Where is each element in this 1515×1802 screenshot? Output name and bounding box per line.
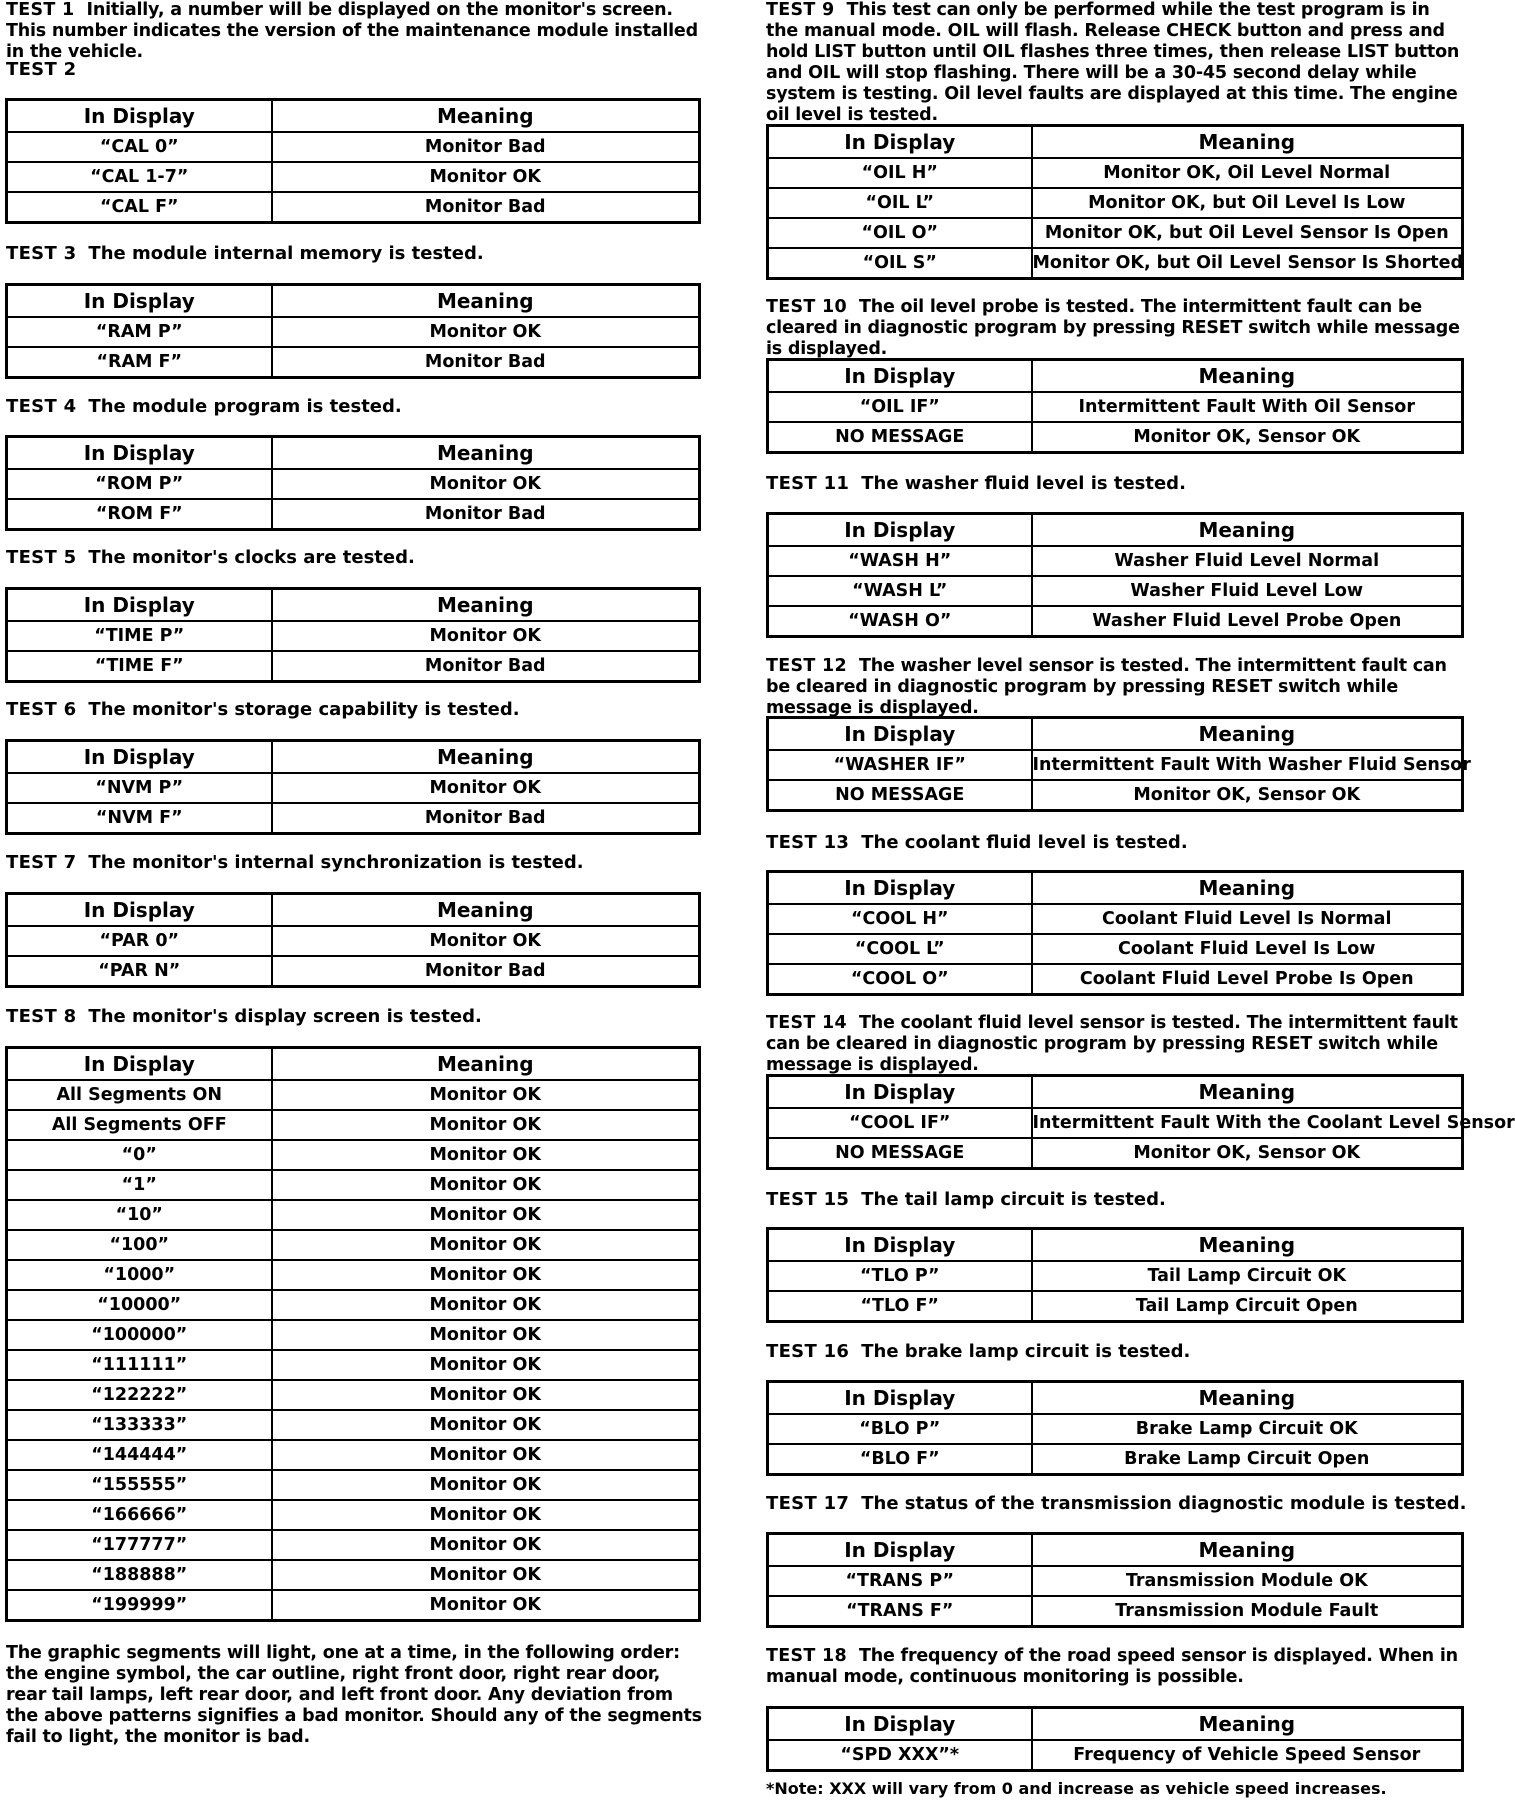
table-row — [7, 347, 700, 378]
test4-heading: TEST 4 The module program is tested. — [6, 396, 402, 417]
meaning-cell: Monitor Bad — [272, 956, 700, 987]
test12-table — [766, 716, 1471, 812]
header-in-display: In Display — [7, 1048, 272, 1081]
table-row — [7, 651, 700, 682]
header-meaning: Meaning — [272, 437, 700, 470]
header-in-display: In Display — [7, 100, 272, 133]
display-cell: “WASH H” — [768, 546, 1032, 576]
header-in-display: In Display — [768, 514, 1032, 547]
test2-heading: TEST 2 — [6, 59, 77, 80]
table-row — [768, 750, 1463, 780]
table-row — [7, 1530, 700, 1560]
table-row — [768, 1414, 1463, 1444]
table-row — [7, 1380, 700, 1410]
table-row — [7, 499, 700, 530]
meaning-cell: Monitor OK — [272, 1410, 700, 1440]
display-cell: All Segments ON — [7, 1080, 272, 1110]
display-cell: All Segments OFF — [7, 1110, 272, 1140]
meaning-cell: Monitor OK — [272, 1200, 700, 1230]
table-row — [7, 1140, 700, 1170]
table-row — [768, 1740, 1463, 1771]
display-cell: “122222” — [7, 1380, 272, 1410]
display-cell: “OIL L” — [768, 188, 1032, 218]
meaning-cell: Monitor OK — [272, 926, 700, 956]
display-cell: “CAL F” — [7, 192, 272, 223]
test4-table — [5, 435, 701, 531]
table-row — [768, 1596, 1463, 1627]
display-cell: “177777” — [7, 1530, 272, 1560]
display-cell: “NVM P” — [7, 773, 272, 803]
display-cell: “PAR N” — [7, 956, 272, 987]
display-cell: “111111” — [7, 1350, 272, 1380]
header-meaning: Meaning — [272, 100, 700, 133]
meaning-cell: Monitor OK, Sensor OK — [1032, 780, 1463, 811]
display-cell: “1” — [7, 1170, 272, 1200]
header-in-display: In Display — [768, 360, 1032, 393]
meaning-cell: Monitor OK — [272, 1140, 700, 1170]
meaning-cell: Monitor OK — [272, 1110, 700, 1140]
header-in-display: In Display — [7, 741, 272, 774]
meaning-cell: Tail Lamp Circuit Open — [1032, 1291, 1463, 1322]
meaning-cell: Monitor OK — [272, 1320, 700, 1350]
meaning-cell: Monitor OK, but Oil Level Sensor Is Shorted — [1032, 248, 1463, 279]
header-in-display: In Display — [768, 126, 1032, 159]
test8-table — [5, 1046, 701, 1622]
display-cell: “TIME F” — [7, 651, 272, 682]
test18-paragraph: TEST 18 The frequency of the road speed sensor is displayed. When in manual mode, continuous monitoring is possible. — [766, 1646, 1458, 1687]
header-meaning: Meaning — [272, 894, 700, 927]
table-row — [7, 803, 700, 834]
table-row — [7, 1080, 700, 1110]
header-meaning: Meaning — [272, 589, 700, 622]
table-row — [7, 317, 700, 347]
header-meaning: Meaning — [1032, 1534, 1463, 1567]
meaning-cell: Intermittent Fault With Washer Fluid Sensor — [1032, 750, 1463, 780]
table-row — [7, 1200, 700, 1230]
display-cell: “0” — [7, 1140, 272, 1170]
header-meaning: Meaning — [272, 741, 700, 774]
display-cell: “WASH O” — [768, 606, 1032, 637]
meaning-cell: Monitor Bad — [272, 132, 700, 162]
table-row — [7, 162, 700, 192]
table-row — [768, 1291, 1463, 1322]
display-cell: “COOL L” — [768, 934, 1032, 964]
test11-table — [766, 512, 1464, 638]
test7-heading: TEST 7 The monitor's internal synchronization is tested. — [6, 852, 584, 873]
meaning-cell: Monitor OK — [272, 1350, 700, 1380]
test1-text: Initially, a number will be displayed on the monitor's screen. This number indicates the version of the maintenance module installed in the vehicle. — [6, 0, 698, 62]
test3-heading: TEST 3 The module internal memory is tested. — [6, 243, 484, 264]
header-in-display: In Display — [768, 1229, 1032, 1262]
display-cell: “OIL H” — [768, 158, 1032, 188]
table-row — [768, 934, 1463, 964]
meaning-cell: Monitor OK — [272, 1230, 700, 1260]
header-meaning: Meaning — [1032, 360, 1463, 393]
header-in-display: In Display — [7, 894, 272, 927]
test13-heading: TEST 13 The coolant fluid level is tested. — [766, 832, 1188, 853]
table-row — [768, 1261, 1463, 1291]
meaning-cell: Monitor OK, Oil Level Normal — [1032, 158, 1463, 188]
table-row — [768, 546, 1463, 576]
meaning-cell: Monitor OK — [272, 1530, 700, 1560]
table-row — [7, 1410, 700, 1440]
header-in-display: In Display — [7, 589, 272, 622]
meaning-cell: Coolant Fluid Level Is Low — [1032, 934, 1463, 964]
test5-table — [5, 587, 701, 683]
display-cell: “155555” — [7, 1470, 272, 1500]
table-row — [768, 904, 1463, 934]
test6-table — [5, 739, 701, 835]
table-row — [7, 469, 700, 499]
header-in-display: In Display — [768, 872, 1032, 905]
meaning-cell: Monitor OK — [272, 1440, 700, 1470]
table-row — [768, 780, 1463, 811]
table-row — [7, 1590, 700, 1621]
display-cell: “ROM P” — [7, 469, 272, 499]
display-cell: “10” — [7, 1200, 272, 1230]
header-in-display: In Display — [7, 437, 272, 470]
display-cell: NO MESSAGE — [768, 1138, 1032, 1169]
test17-table — [766, 1532, 1464, 1628]
meaning-cell: Transmission Module Fault — [1032, 1596, 1463, 1627]
table-row — [7, 956, 700, 987]
test12-paragraph: TEST 12 The washer level sensor is tested. The intermittent fault can be cleared in diagnostic program by pressing RESET switch while message is displayed. — [766, 656, 1447, 718]
meaning-cell: Monitor OK — [272, 1080, 700, 1110]
table-row — [7, 192, 700, 223]
graphic-segments-note: The graphic segments will light, one at a time, in the following order: the engine symbol, the car outline, right front door, right rear door, rear tail lamps, left rear door, and left front door. Any deviation from the above patterns signifies a bad monitor. Should any of the segments fail to light, the monitor is bad. — [6, 1643, 702, 1747]
display-cell: “199999” — [7, 1590, 272, 1621]
table-row — [7, 773, 700, 803]
header-in-display: In Display — [7, 285, 272, 318]
test10-table — [766, 358, 1464, 454]
meaning-cell: Monitor OK — [272, 1290, 700, 1320]
display-cell: “TRANS F” — [768, 1596, 1032, 1627]
meaning-cell: Washer Fluid Level Normal — [1032, 546, 1463, 576]
meaning-cell: Monitor OK, Sensor OK — [1032, 1138, 1463, 1169]
meaning-cell: Monitor Bad — [272, 347, 700, 378]
meaning-cell: Monitor OK — [272, 469, 700, 499]
table-row — [768, 248, 1463, 279]
table-row — [7, 1110, 700, 1140]
header-meaning: Meaning — [1032, 1382, 1463, 1415]
meaning-cell: Monitor OK — [272, 1560, 700, 1590]
table-row — [768, 218, 1463, 248]
test15-table — [766, 1227, 1464, 1323]
table-row — [7, 132, 700, 162]
table-row — [7, 1230, 700, 1260]
test16-table — [766, 1380, 1464, 1476]
test3-table — [5, 283, 701, 379]
table-row — [7, 926, 700, 956]
display-cell: “ROM F” — [7, 499, 272, 530]
meaning-cell: Monitor Bad — [272, 499, 700, 530]
meaning-cell: Monitor Bad — [272, 651, 700, 682]
meaning-cell: Monitor OK, but Oil Level Is Low — [1032, 188, 1463, 218]
meaning-cell: Coolant Fluid Level Is Normal — [1032, 904, 1463, 934]
table-row — [768, 158, 1463, 188]
display-cell: “188888” — [7, 1560, 272, 1590]
table-row — [7, 1260, 700, 1290]
display-cell: “100” — [7, 1230, 272, 1260]
display-cell: “WASH L” — [768, 576, 1032, 606]
table-row — [7, 621, 700, 651]
meaning-cell: Monitor Bad — [272, 803, 700, 834]
table-row — [768, 964, 1463, 995]
display-cell: “CAL 0” — [7, 132, 272, 162]
table-row — [768, 576, 1463, 606]
table-row — [7, 1290, 700, 1320]
header-meaning: Meaning — [1032, 514, 1463, 547]
display-cell: “144444” — [7, 1440, 272, 1470]
table-row — [768, 1108, 1463, 1138]
table-row — [768, 1138, 1463, 1169]
meaning-cell: Monitor OK — [272, 317, 700, 347]
header-meaning: Meaning — [1032, 1229, 1463, 1262]
display-cell: “166666” — [7, 1500, 272, 1530]
display-cell: “TLO F” — [768, 1291, 1032, 1322]
display-cell: “BLO F” — [768, 1444, 1032, 1475]
test8-heading: TEST 8 The monitor's display screen is tested. — [6, 1006, 482, 1027]
header-meaning: Meaning — [1032, 126, 1463, 159]
meaning-cell: Monitor Bad — [272, 192, 700, 223]
test14-table — [766, 1074, 1515, 1170]
test18-table — [766, 1706, 1464, 1772]
test1-label: TEST 1 — [6, 0, 75, 20]
display-cell: “1000” — [7, 1260, 272, 1290]
table-row — [768, 1566, 1463, 1596]
display-cell: “133333” — [7, 1410, 272, 1440]
display-cell: “WASHER IF” — [768, 750, 1032, 780]
table-row — [7, 1320, 700, 1350]
header-in-display: In Display — [768, 718, 1032, 751]
test9-paragraph: TEST 9 This test can only be performed while the test program is in the manual mode. OIL will flash. Release CHECK button and press and hold LIST button until OIL flashes three times, then release LIST button and OIL will stop flashing. There will be a 30-45 second delay while system is testing. Oil level faults are displayed at this time. The engine oil level is tested. — [766, 0, 1460, 125]
meaning-cell: Monitor OK — [272, 621, 700, 651]
meaning-cell: Monitor OK — [272, 1590, 700, 1621]
table-row — [768, 422, 1463, 453]
display-cell: “TRANS P” — [768, 1566, 1032, 1596]
meaning-cell: Tail Lamp Circuit OK — [1032, 1261, 1463, 1291]
table-row — [7, 1470, 700, 1500]
meaning-cell: Monitor OK — [272, 1500, 700, 1530]
table-row — [7, 1350, 700, 1380]
display-cell: “TIME P” — [7, 621, 272, 651]
header-meaning: Meaning — [272, 1048, 700, 1081]
display-cell: “COOL O” — [768, 964, 1032, 995]
display-cell: “OIL S” — [768, 248, 1032, 279]
header-meaning: Meaning — [1032, 1708, 1463, 1741]
footnote: *Note: XXX will vary from 0 and increase as vehicle speed increases. — [766, 1779, 1387, 1798]
header-meaning: Meaning — [1032, 872, 1463, 905]
display-cell: “CAL 1-7” — [7, 162, 272, 192]
display-cell: “RAM P” — [7, 317, 272, 347]
meaning-cell: Brake Lamp Circuit Open — [1032, 1444, 1463, 1475]
meaning-cell: Transmission Module OK — [1032, 1566, 1463, 1596]
table-row — [7, 1170, 700, 1200]
display-cell: NO MESSAGE — [768, 422, 1032, 453]
display-cell: “NVM F” — [7, 803, 272, 834]
test10-paragraph: TEST 10 The oil level probe is tested. The intermittent fault can be cleared in diagnostic program by pressing RESET switch while message is displayed. — [766, 297, 1460, 359]
display-cell: “TLO P” — [768, 1261, 1032, 1291]
display-cell: “COOL IF” — [768, 1108, 1032, 1138]
table-row — [768, 1444, 1463, 1475]
table-row — [768, 188, 1463, 218]
header-meaning: Meaning — [272, 285, 700, 318]
table-row — [7, 1560, 700, 1590]
display-cell: “SPD XXX”* — [768, 1740, 1032, 1771]
test5-heading: TEST 5 The monitor's clocks are tested. — [6, 547, 415, 568]
display-cell: “BLO P” — [768, 1414, 1032, 1444]
test6-heading: TEST 6 The monitor's storage capability is tested. — [6, 699, 520, 720]
meaning-cell: Brake Lamp Circuit OK — [1032, 1414, 1463, 1444]
display-cell: “100000” — [7, 1320, 272, 1350]
header-in-display: In Display — [768, 1076, 1032, 1109]
display-cell: “PAR 0” — [7, 926, 272, 956]
test16-heading: TEST 16 The brake lamp circuit is tested. — [766, 1341, 1191, 1362]
header-in-display: In Display — [768, 1708, 1032, 1741]
header-meaning: Meaning — [1032, 1076, 1463, 1109]
test2-table — [5, 98, 701, 224]
meaning-cell: Washer Fluid Level Low — [1032, 576, 1463, 606]
meaning-cell: Washer Fluid Level Probe Open — [1032, 606, 1463, 637]
header-meaning: Meaning — [1032, 718, 1463, 751]
meaning-cell: Intermittent Fault With Oil Sensor — [1032, 392, 1463, 422]
test13-table — [766, 870, 1464, 996]
meaning-cell: Monitor OK — [272, 1170, 700, 1200]
meaning-cell: Monitor OK — [272, 162, 700, 192]
meaning-cell: Monitor OK, Sensor OK — [1032, 422, 1463, 453]
meaning-cell: Monitor OK — [272, 1260, 700, 1290]
test14-paragraph: TEST 14 The coolant fluid level sensor is tested. The intermittent fault can be cleared in diagnostic program by pressing RESET switch while message is displayed. — [766, 1013, 1458, 1075]
meaning-cell: Frequency of Vehicle Speed Sensor — [1032, 1740, 1463, 1771]
meaning-cell: Monitor OK — [272, 1380, 700, 1410]
test11-heading: TEST 11 The washer fluid level is tested. — [766, 473, 1186, 494]
table-row — [768, 606, 1463, 637]
display-cell: “RAM F” — [7, 347, 272, 378]
test1-paragraph — [6, 0, 702, 63]
display-cell: NO MESSAGE — [768, 780, 1032, 811]
meaning-cell: Monitor OK — [272, 1470, 700, 1500]
meaning-cell: Coolant Fluid Level Probe Is Open — [1032, 964, 1463, 995]
table-row — [7, 1500, 700, 1530]
test7-table — [5, 892, 701, 988]
table-row — [7, 1440, 700, 1470]
display-cell: “10000” — [7, 1290, 272, 1320]
display-cell: “OIL IF” — [768, 392, 1032, 422]
header-in-display: In Display — [768, 1534, 1032, 1567]
table-row — [768, 392, 1463, 422]
header-in-display: In Display — [768, 1382, 1032, 1415]
meaning-cell: Monitor OK, but Oil Level Sensor Is Open — [1032, 218, 1463, 248]
test15-heading: TEST 15 The tail lamp circuit is tested. — [766, 1189, 1166, 1210]
display-cell: “COOL H” — [768, 904, 1032, 934]
meaning-cell: Intermittent Fault With the Coolant Level Sensor — [1032, 1108, 1463, 1138]
test17-heading: TEST 17 The status of the transmission diagnostic module is tested. — [766, 1493, 1467, 1514]
meaning-cell: Monitor OK — [272, 773, 700, 803]
test9-table — [766, 124, 1464, 280]
display-cell: “OIL O” — [768, 218, 1032, 248]
